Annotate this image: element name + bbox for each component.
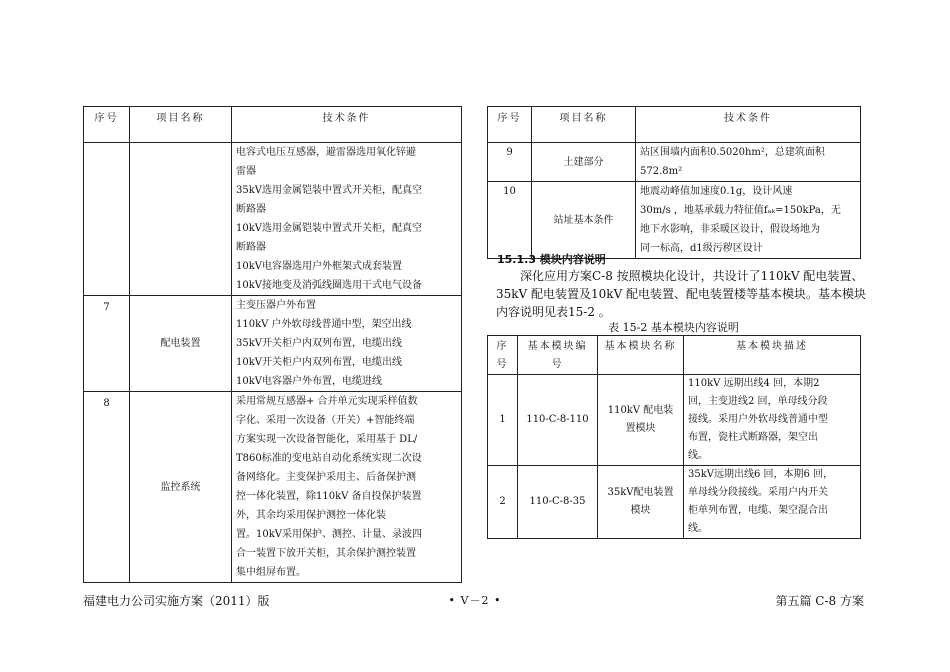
row7-name: 配电装置 (130, 296, 232, 392)
module-name: 35kV配电装置 模块 (598, 466, 684, 539)
module-code: 110-C-8-35 (518, 466, 598, 539)
row9-name: 土建部分 (532, 143, 636, 182)
row8-tech: 采用常规互感器+ 合并单元实现采样值数 字化、采用一次设备（开关）+智能终端 方案实现一次设备智能化，采用基于 DL/ T860标准的变电站自动化系统实现二次设 备网络化。主变保护采用主、后备保护测 控一体化装置，除110kV 备自投保护装置 外，其余均采用保护测控一体化装 置。10kV采用保护、测控、计量、录波四 合一装置下放开关柜，其余保护测控装置 集中组屏布置。 (232, 392, 462, 583)
header-seq: 序号 (84, 107, 130, 143)
header-tech: 技术条件 (232, 107, 462, 143)
footer-page-number: • Ⅴ－2 • (448, 594, 502, 607)
header-tech: 技术条件 (636, 107, 861, 143)
row9-seq: 9 (488, 143, 532, 182)
row10-seq: 10 (488, 182, 532, 259)
header-name: 项目名称 (130, 107, 232, 143)
row10-tech: 地震动峰值加速度0.1g，设计风速 30m/s ，地基承载力特征值fₐₖ=150kPa，无 地下水影响，非采暖区设计，假设场地为 同一标高，d1级污秽区设计 (636, 182, 861, 259)
header-seq: 序号 (488, 107, 532, 143)
section-heading: 15.1.3 模块内容说明 (497, 253, 606, 266)
row9-tech: 站区围墙内面积0.5020hm²，总建筑面积 572.8m² (636, 143, 861, 182)
row7-tech: 主变压器户外布置 110kV 户外软母线普通中型，架空出线 35kV开关柜户内双列布置，电缆出线 10kV开关柜户内双列布置，电缆出线 10kV电容器户外布置，电缆进线 (232, 296, 462, 392)
header-seq: 序号 (488, 336, 518, 375)
header-code: 基本模块编号 (518, 336, 598, 375)
module-name: 110kV 配电装 置模块 (598, 375, 684, 466)
module-table (487, 335, 861, 539)
module-description: 110kV 远期出线4 回，本期2 回，主变进线2 回，单母线分段 接线。采用户外软母线普通中型 布置，瓷柱式断路器，架空出 线。 (684, 375, 861, 466)
section-paragraph: 深化应用方案C-8 按照模块化设计，共设计了110kV 配电装置、 35kV 配电装置及10kV 配电装置、配电装置楼等基本模块。基本模块 内容说明见表15-2 。 (496, 269, 867, 319)
footer-left: 福建电力公司实施方案（2011）版 (83, 594, 270, 608)
header-description: 基本模块描述 (684, 336, 861, 375)
module-seq: 2 (488, 466, 518, 539)
table-row (488, 375, 861, 466)
module-description: 35kV远期出线6 回，本期6 回， 单母线分段接线。采用户内开关 柜单列布置，电缆、架空混合出 线。 (684, 466, 861, 539)
left-spec-table (83, 106, 462, 583)
table-row (488, 466, 861, 539)
module-seq: 1 (488, 375, 518, 466)
row8-name: 监控系统 (130, 392, 232, 583)
header-name: 项目名称 (532, 107, 636, 143)
continuation-tech-cell: 电容式电压互感器，避雷器选用氧化锌避 雷器 35kV选用金属铠装中置式开关柜，配真空 断路器 10kV选用金属铠装中置式开关柜，配真空 断路器 10kV电容器选用户外框架式成套装置 10kV接地变及消弧线圈选用干式电气设备 (232, 143, 462, 296)
right-spec-table (487, 106, 861, 259)
row8-seq: 8 (84, 392, 130, 583)
module-code: 110-C-8-110 (518, 375, 598, 466)
footer-right: 第五篇 C-8 方案 (775, 594, 864, 608)
row7-seq: 7 (84, 296, 130, 392)
row10-name: 站址基本条件 (532, 182, 636, 259)
header-module-name: 基本模块名称 (598, 336, 684, 375)
table-caption: 表 15-2 基本模块内容说明 (608, 321, 739, 334)
